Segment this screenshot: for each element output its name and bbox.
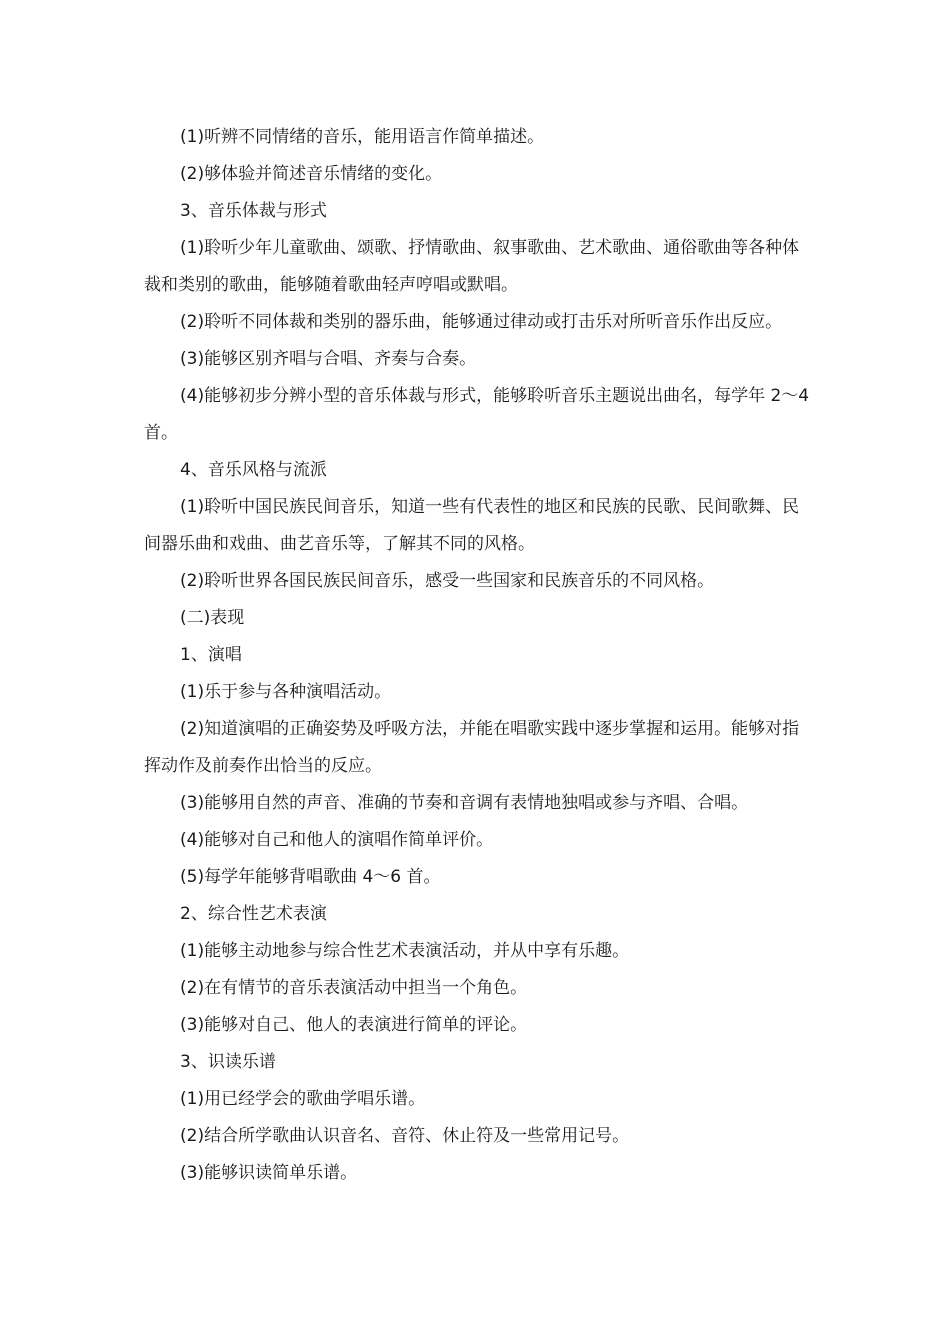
paragraph-9: (1)聆听中国民族民间音乐，知道一些有代表性的地区和民族的民歌、民间歌舞、民间器乐曲和戏曲、曲艺音乐等，了解其不同的风格。 bbox=[144, 497, 800, 554]
paragraph-25: (3)能够识读简单乐谱。 bbox=[180, 1163, 358, 1183]
paragraph-4: (1)聆听少年儿童歌曲、颂歌、抒情歌曲、叙事歌曲、艺术歌曲、通俗歌曲等各种体裁和类别的歌曲，能够随着歌曲轻声哼唱或默唱。 bbox=[144, 238, 800, 295]
paragraph-2: (2)够体验并简述音乐情绪的变化。 bbox=[180, 164, 443, 184]
paragraph-13: (1)乐于参与各种演唱活动。 bbox=[180, 682, 392, 702]
paragraph-6: (3)能够区别齐唱与合唱、齐奏与合奏。 bbox=[180, 349, 477, 369]
paragraph-5: (2)聆听不同体裁和类别的器乐曲，能够通过律动或打击乐对所听音乐作出反应。 bbox=[180, 312, 783, 332]
paragraph-21: (3)能够对自己、他人的表演进行简单的评论。 bbox=[180, 1015, 528, 1035]
paragraph-17: (5)每学年能够背唱歌曲 4～6 首。 bbox=[180, 867, 441, 887]
document-body bbox=[144, 119, 812, 1192]
paragraph-10: (2)聆听世界各国民族民间音乐，感受一些国家和民族音乐的不同风格。 bbox=[180, 571, 715, 591]
paragraph-14: (2)知道演唱的正确姿势及呼吸方法，并能在唱歌实践中逐步掌握和运用。能够对指挥动作及前奏作出恰当的反应。 bbox=[144, 719, 800, 776]
section-heading-2: 2、综合性艺术表演 bbox=[180, 904, 327, 924]
paragraph-1: (1)听辨不同情绪的音乐，能用语言作简单描述。 bbox=[180, 127, 545, 147]
paragraph-24: (2)结合所学歌曲认识音名、音符、休止符及一些常用记号。 bbox=[180, 1126, 630, 1146]
paragraph-19: (1)能够主动地参与综合性艺术表演活动，并从中享有乐趣。 bbox=[180, 941, 630, 961]
paragraph-23: (1)用已经学会的歌曲学唱乐谱。 bbox=[180, 1089, 426, 1109]
section-heading-3: 3、音乐体裁与形式 bbox=[180, 201, 327, 221]
section-heading-4: 4、音乐风格与流派 bbox=[180, 460, 327, 480]
chapter-heading: (二)表现 bbox=[180, 608, 245, 628]
section-heading-3b: 3、识读乐谱 bbox=[180, 1052, 276, 1072]
paragraph-20: (2)在有情节的音乐表演活动中担当一个角色。 bbox=[180, 978, 528, 998]
paragraph-15: (3)能够用自然的声音、准确的节奏和音调有表情地独唱或参与齐唱、合唱。 bbox=[180, 793, 749, 813]
section-heading-1: 1、演唱 bbox=[180, 645, 242, 665]
paragraph-16: (4)能够对自己和他人的演唱作简单评价。 bbox=[180, 830, 494, 850]
paragraph-7: (4)能够初步分辨小型的音乐体裁与形式，能够聆听音乐主题说出曲名，每学年 2～4 首。 bbox=[144, 386, 810, 443]
